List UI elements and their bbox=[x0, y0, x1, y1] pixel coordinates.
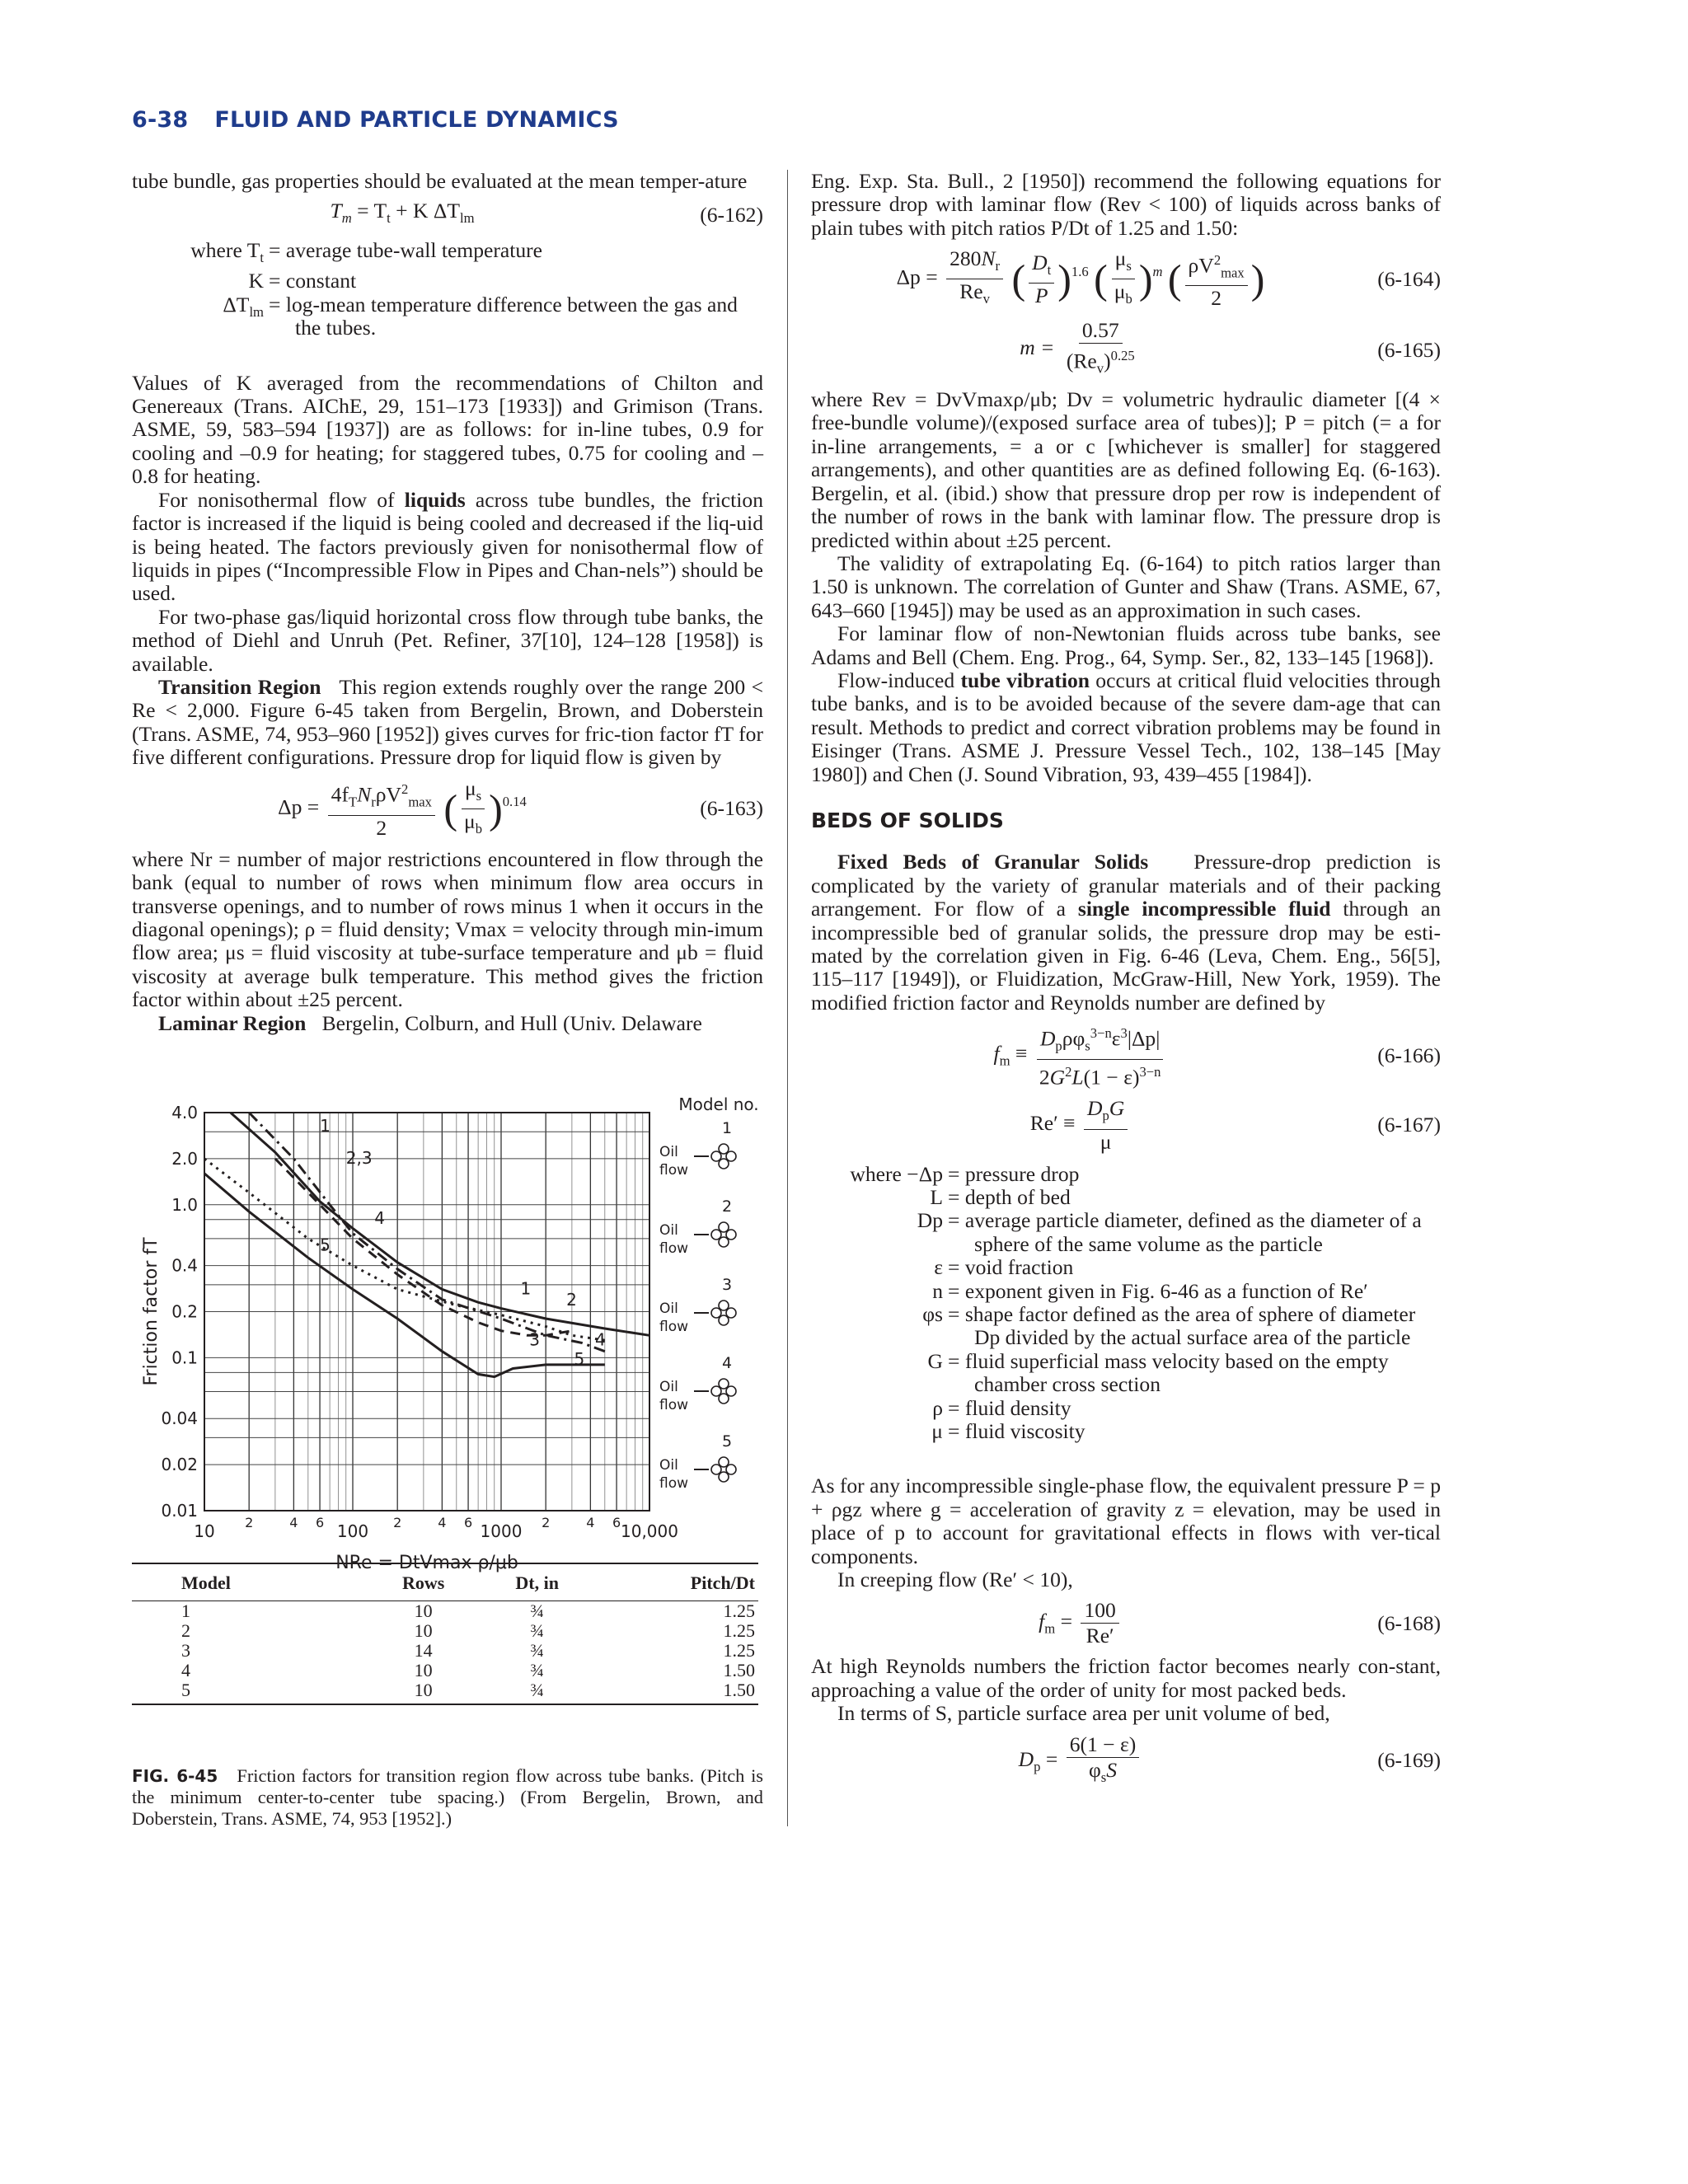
x-tick-label: 4 bbox=[438, 1515, 447, 1530]
equation-number: (6-163) bbox=[700, 795, 763, 820]
definition-symbol: where −Δp bbox=[850, 1161, 943, 1186]
legend-flow-label: Oil bbox=[659, 1379, 678, 1395]
paragraph: In creeping flow (Re′ < 10), bbox=[837, 1568, 1073, 1592]
definition-item bbox=[811, 1163, 1441, 1186]
legend-entry: 2 bbox=[721, 1197, 733, 1216]
paragraph: At high Reynolds numbers the friction factor becomes nearly con-stant, approaching a value of the order of unity for most packed beds. bbox=[811, 1654, 1441, 1702]
x-tick-label: 6 bbox=[463, 1515, 473, 1530]
table-cell: ¾ bbox=[480, 1680, 594, 1704]
definition-item bbox=[811, 1303, 1441, 1350]
definition-symbol: where $T_t$ bbox=[190, 237, 264, 266]
series-line-2 bbox=[249, 1113, 605, 1352]
paragraph: where Rev = DvVmaxρ/μb; Dv = volumetric hydraulic diameter [(4 × free-bundle volume)/(exposed surface area of tubes)]; P = pitch (= a for in-line arrangements, = a or c [whichever is smaller] for staggered arrangements), and other quantities are as defined following Eq. (6-163). Bergelin, et al. (ibid.) show that pressure drop per row is independent of the number of rows in the bank with laminar flow. The pressure drop is predicted within about ±25 percent. bbox=[811, 387, 1441, 552]
table-cell: 10 bbox=[414, 1620, 433, 1641]
legend-entry: 1 bbox=[721, 1119, 733, 1137]
definition-text: = void fraction bbox=[948, 1255, 1074, 1280]
equation-number: (6-169) bbox=[1377, 1748, 1441, 1773]
legend-flow-label: flow bbox=[659, 1240, 689, 1257]
curve-label: 3 bbox=[529, 1329, 540, 1350]
table-cell: 1.25 bbox=[723, 1620, 755, 1641]
curve-label: 4 bbox=[374, 1207, 386, 1228]
definition-text: = constant bbox=[269, 269, 357, 293]
paragraph: In terms of S, particle surface area per unit volume of bed, bbox=[837, 1701, 1330, 1726]
definition-item bbox=[811, 1420, 1441, 1443]
left-column bbox=[132, 170, 763, 1035]
y-tick-label: 1.0 bbox=[171, 1194, 198, 1215]
x-tick-label: 6 bbox=[315, 1515, 325, 1530]
definition-text: = fluid viscosity bbox=[948, 1418, 1085, 1443]
paragraph: The validity of extrapolating Eq. (6-164) to pitch ratios larger than 1.50 is unknown. The correlation of Gunter and Shaw (Trans. ASME, 67, 643–660 [1945]) may be used as an approximation in such cases. bbox=[811, 551, 1441, 622]
paragraph: Laminar Region Bergelin, Colburn, and Hull (Univ. Delaware bbox=[158, 1010, 702, 1035]
table-row bbox=[132, 1661, 758, 1680]
table-cell: 1.50 bbox=[594, 1680, 758, 1704]
curve-label: 5 bbox=[574, 1348, 585, 1369]
equation-number: (6-166) bbox=[1377, 1043, 1441, 1067]
legend-flow-label: flow bbox=[659, 1162, 689, 1179]
definition-item bbox=[132, 269, 763, 293]
table-row bbox=[132, 1680, 758, 1704]
definition-symbol: n bbox=[932, 1278, 943, 1303]
tube-arrangement-icon bbox=[726, 1465, 736, 1474]
x-axis-label: NRe = DtVmax ρ/μb bbox=[335, 1553, 518, 1573]
series-line-4 bbox=[204, 1159, 605, 1340]
paragraph: Transition Region This region extends roughly over the range 200 < Re < 2,000. Figure 6-45 taken from Bergelin, Brown, and Doberstein (Trans. ASME, 74, 953–960 [1952]) gives curves for fric-tion factor fT for five different configurations. Pressure drop for liquid flow is given by bbox=[132, 674, 764, 770]
run-in-heading: Laminar Region bbox=[158, 1010, 307, 1035]
equation-6-163: Δp = $\frac{4f_TN_r\rho V^2_{max}}{2}$ ( $\frac{\mu_s}{\mu_b}$ )$^{0.14}$ (6-163) bbox=[278, 776, 763, 840]
definition-symbol: ρ bbox=[932, 1395, 943, 1420]
definition-symbol: L bbox=[930, 1184, 943, 1209]
definition-item bbox=[811, 1186, 1441, 1209]
chapter-title: FLUID AND PARTICLE DYNAMICS bbox=[214, 107, 619, 133]
curve-label: 4 bbox=[595, 1329, 606, 1350]
table-cell: 3 bbox=[181, 1640, 190, 1661]
section-heading: BEDS OF SOLIDS bbox=[811, 808, 1004, 832]
definition-symbol: $\Delta T_{lm}$ bbox=[223, 292, 264, 320]
definition-list bbox=[132, 239, 763, 340]
tube-arrangement-icon bbox=[711, 1465, 721, 1474]
paragraph: Flow-induced tube vibration occurs at critical fluid velocities through tube banks, and is to be avoided because of the severe dam-age that can result. Methods to predict and correct vibration problems may be found in Eisinger (Trans. ASME J. Pressure Vessel Tech., 102, 138–145 [May 1980]) and Chen (J. Sound Vibration, 93, 439–455 [1984]). bbox=[811, 668, 1441, 786]
paragraph: where Nr = number of major restrictions encountered in flow through the bank (equal to number of rows when minimum flow area occurs in transverse openings, and to number of rows minus 1 when it occurs in the diagonal openings); ρ = fluid density; Vmax = velocity through min-imum flow area; μs = fluid viscosity at tube-surface temperature and μb = fluid viscosity at average bulk temperature. This method gives the friction factor within about ±25 percent. bbox=[132, 846, 763, 1012]
tube-arrangement-icon bbox=[726, 1151, 736, 1161]
curve-label: 2 bbox=[566, 1289, 577, 1310]
legend-flow-label: flow bbox=[659, 1319, 689, 1335]
paragraph: tube bundle, gas properties should be evaluated at the mean temper-ature bbox=[132, 169, 748, 193]
definition-item bbox=[132, 293, 763, 340]
equation-number: (6-167) bbox=[1377, 1113, 1441, 1137]
equation-6-166: $f_m$ ≡ $\frac{D_p\rho\varphi_s^{3-n}\varepsilon^3|\Delta p|}{2G^2L(1 - \varepsilon)^{3-n}}$ (6-166) bbox=[811, 1021, 1441, 1090]
definition-item bbox=[132, 239, 763, 270]
y-tick-label: 0.02 bbox=[161, 1455, 198, 1475]
table-cell: 2 bbox=[181, 1620, 190, 1641]
x-tick-label: 2 bbox=[245, 1515, 254, 1530]
x-tick-label: 10,000 bbox=[621, 1521, 678, 1541]
table-cell: 1.25 bbox=[723, 1640, 755, 1661]
table-cell: 1 bbox=[181, 1601, 190, 1621]
definition-item bbox=[811, 1397, 1441, 1420]
column-divider bbox=[787, 170, 788, 1826]
equation-number: (6-164) bbox=[1377, 266, 1441, 291]
equation-6-169: $D_p$ = $\frac{6(1 - \varepsilon)}{\varphi_sS}$ (6-169) bbox=[1018, 1732, 1441, 1785]
tube-arrangement-icon bbox=[711, 1308, 721, 1318]
legend-flow-label: Oil bbox=[659, 1457, 678, 1474]
figure-6-45 bbox=[132, 1092, 775, 1705]
equation-6-165: m = $\frac{0.57}{(Re_v)^{0.25}}$ (6-165) bbox=[1020, 318, 1441, 377]
definition-symbol: G bbox=[927, 1348, 943, 1373]
y-tick-label: 4.0 bbox=[171, 1103, 198, 1122]
equation-6-167: Re′ ≡ $\frac{D_pG}{\mu}$ (6-167) bbox=[1029, 1096, 1441, 1154]
equation-number: (6-165) bbox=[1377, 337, 1441, 362]
definition-text: = shape factor defined as the area of sphere of diameter Dp divided by the actual surface area of the particle bbox=[948, 1301, 1416, 1350]
equation-6-168: $f_m$ = $\frac{100}{Re'}$ (6-168) bbox=[1039, 1598, 1441, 1648]
x-tick-label: 1000 bbox=[480, 1521, 523, 1541]
curve-label: 2,3 bbox=[345, 1148, 373, 1169]
tube-arrangement-icon bbox=[726, 1386, 736, 1396]
tube-arrangement-icon bbox=[711, 1151, 721, 1161]
paragraph: For laminar flow of non-Newtonian fluids across tube banks, see Adams and Bell (Chem. Eng. Prog., 64, Symp. Ser., 82, 133–145 [1968]). bbox=[811, 621, 1441, 669]
figure-table bbox=[132, 1563, 758, 1705]
paragraph: Eng. Exp. Sta. Bull., 2 [1950]) recommend the following equations for pressure drop with laminar flow (Rev < 100) of liquids across banks of plain tubes with pitch ratios P/Dt of 1.25 and 1.50: bbox=[811, 169, 1441, 240]
table-row bbox=[132, 1621, 758, 1641]
definition-text: = pressure drop bbox=[948, 1161, 1080, 1186]
running-header bbox=[132, 107, 619, 133]
curve-label: 1 bbox=[320, 1116, 331, 1137]
table-cell: 10 bbox=[414, 1601, 433, 1621]
x-tick-label: 6 bbox=[612, 1515, 621, 1530]
definition-item bbox=[811, 1350, 1441, 1397]
legend-flow-label: Oil bbox=[659, 1144, 678, 1160]
definition-text: = average tube-wall temperature bbox=[269, 237, 543, 262]
y-tick-label: 0.1 bbox=[171, 1347, 198, 1368]
definition-text: = exponent given in Fig. 6-46 as a function of Re′ bbox=[948, 1278, 1368, 1303]
definition-text: = depth of bed bbox=[948, 1184, 1071, 1209]
table-row bbox=[132, 1601, 758, 1622]
table-cell: 10 bbox=[414, 1660, 433, 1680]
paragraph: Fixed Beds of Granular Solids Pressure-drop prediction is complicated by the variety of granular materials and of their packing arrangement. For flow of a single incompressible fluid through an incompressible bed of granular solids, the pressure drop may be esti-mated by the correlation given in Fig. 6-46 (Leva, Chem. Eng., 56[5], 115–117 [1949]), or Fluidization, McGraw-Hill, New York, 1959). The modified friction factor and Reynolds number are defined by bbox=[811, 850, 1442, 1015]
y-tick-label: 2.0 bbox=[171, 1148, 198, 1169]
definition-text: = fluid density bbox=[948, 1395, 1071, 1420]
paragraph: Values of K averaged from the recommendations of Chilton and Genereaux (Trans. AIChE, 29, 151–173 [1933]) and Grimison (Trans. ASME, 59, 583–594 [1937]) are as follows: for in-line tubes, 0.9 for cooling and –0.9 for heating; for staggered tubes, 0.75 for cooling and –0.8 for heating. bbox=[132, 370, 763, 489]
legend-flow-label: Oil bbox=[659, 1301, 678, 1317]
friction-factor-chart bbox=[132, 1092, 775, 1573]
run-in-heading: Transition Region bbox=[158, 674, 321, 699]
definition-text: = average particle diameter, defined as the diameter of a sphere of the same volume as the particle bbox=[948, 1208, 1422, 1256]
y-tick-label: 0.2 bbox=[171, 1301, 198, 1322]
page-number: 6-38 bbox=[132, 107, 189, 133]
definition-symbol: K bbox=[248, 269, 264, 293]
table-cell: ¾ bbox=[530, 1620, 544, 1641]
tube-arrangement-icon bbox=[726, 1308, 736, 1318]
x-tick-label: 100 bbox=[336, 1521, 369, 1541]
run-in-heading: Fixed Beds of Granular Solids bbox=[837, 850, 1149, 874]
definition-symbol: ε bbox=[934, 1255, 943, 1280]
definition-text: = fluid superficial mass velocity based on the empty chamber cross section bbox=[948, 1348, 1389, 1397]
legend-flow-label: Oil bbox=[659, 1222, 678, 1239]
y-tick-label: 0.01 bbox=[161, 1501, 198, 1521]
definition-item bbox=[811, 1280, 1441, 1303]
table-cell: 10 bbox=[367, 1680, 480, 1704]
definition-text: = log-mean temperature difference between the gas and the tubes. bbox=[269, 292, 738, 340]
legend-flow-label: flow bbox=[659, 1397, 689, 1413]
table-header: Dt, in bbox=[480, 1563, 594, 1601]
legend-entry: 4 bbox=[721, 1354, 733, 1372]
y-tick-label: 0.04 bbox=[161, 1408, 198, 1429]
equation-number: (6-162) bbox=[700, 202, 763, 227]
table-cell: ¾ bbox=[530, 1601, 544, 1621]
figure-caption: FIG. 6-45 Friction factors for transition region flow across tube banks. (Pitch is the minimum center-to-center tube spacing.) (From Bergelin, Brown, and Doberstein, Trans. ASME, 74, 953 [1952].) bbox=[132, 1765, 763, 1829]
table-cell: 1.50 bbox=[723, 1660, 755, 1680]
definition-item bbox=[811, 1256, 1441, 1279]
table-cell: ¾ bbox=[530, 1660, 544, 1680]
tube-arrangement-icon bbox=[711, 1386, 721, 1396]
paragraph: For two-phase gas/liquid horizontal cross flow through tube banks, the method of Diehl and Unruh (Pet. Refiner, 37[10], 124–128 [1958]) is available. bbox=[132, 604, 763, 676]
x-tick-label: 2 bbox=[542, 1515, 551, 1530]
definition-symbol: Dp bbox=[917, 1208, 943, 1233]
tube-arrangement-icon bbox=[726, 1230, 736, 1240]
definition-list bbox=[811, 1163, 1441, 1444]
x-tick-label: 2 bbox=[393, 1515, 402, 1530]
paragraph: As for any incompressible single-phase flow, the equivalent pressure P = p + ρgz where g = acceleration of gravity z = elevation, may be used in place of p to account for gravitational effects in flows with ver-tical components. bbox=[811, 1474, 1441, 1568]
table-header: Pitch/Dt bbox=[594, 1563, 758, 1601]
equation-6-164: Δp = $\frac{280N_r}{Re_v}$ ( $\frac{D_t}{P}$ )$^{1.6}$ ( $\frac{\mu_s}{\mu_b}$ )$^m$ ( $\frac{\rho V^2_{max}}{2}$ ) (6-164) bbox=[896, 246, 1441, 311]
table-row bbox=[132, 1641, 758, 1661]
equation-6-162: $T_m = T_t + K$ $\Delta T_{lm}$ (6-162) bbox=[330, 199, 763, 227]
table-header: Model bbox=[132, 1563, 367, 1601]
legend-entry: 3 bbox=[721, 1276, 733, 1294]
x-tick-label: 10 bbox=[194, 1521, 215, 1541]
legend-flow-label: flow bbox=[659, 1475, 689, 1492]
legend-title: Model no. bbox=[678, 1094, 759, 1114]
figure-label: FIG. 6-45 bbox=[132, 1766, 218, 1786]
x-tick-label: 4 bbox=[289, 1515, 298, 1530]
paragraph: For nonisothermal flow of liquids across tube bundles, the friction factor is increased if the liquid is being cooled and decreased if the liq-uid is being heated. The factors previously given for nonisothermal flow of liquids in pipes (“Incompressible Flow in Pipes and Chan-nels”) should be used. bbox=[132, 487, 763, 606]
y-tick-label: 0.4 bbox=[171, 1255, 198, 1276]
legend-entry: 5 bbox=[721, 1432, 733, 1451]
definition-item bbox=[811, 1209, 1441, 1256]
equation-number: (6-168) bbox=[1377, 1610, 1441, 1635]
table-cell: ¾ bbox=[530, 1640, 544, 1661]
curve-label: 1 bbox=[520, 1278, 532, 1299]
right-column bbox=[811, 170, 1441, 1797]
curve-label: 5 bbox=[320, 1235, 331, 1255]
definition-symbol: φs bbox=[922, 1301, 943, 1326]
table-header: Rows bbox=[367, 1563, 480, 1601]
table-cell: 4 bbox=[181, 1660, 190, 1680]
y-axis-label: Friction factor fT bbox=[141, 1237, 162, 1386]
definition-symbol: μ bbox=[931, 1418, 943, 1443]
table-cell: 1.25 bbox=[723, 1601, 755, 1621]
x-tick-label: 4 bbox=[586, 1515, 595, 1530]
tube-arrangement-icon bbox=[711, 1230, 721, 1240]
table-cell: 5 bbox=[132, 1680, 367, 1704]
table-cell: 14 bbox=[414, 1640, 433, 1661]
